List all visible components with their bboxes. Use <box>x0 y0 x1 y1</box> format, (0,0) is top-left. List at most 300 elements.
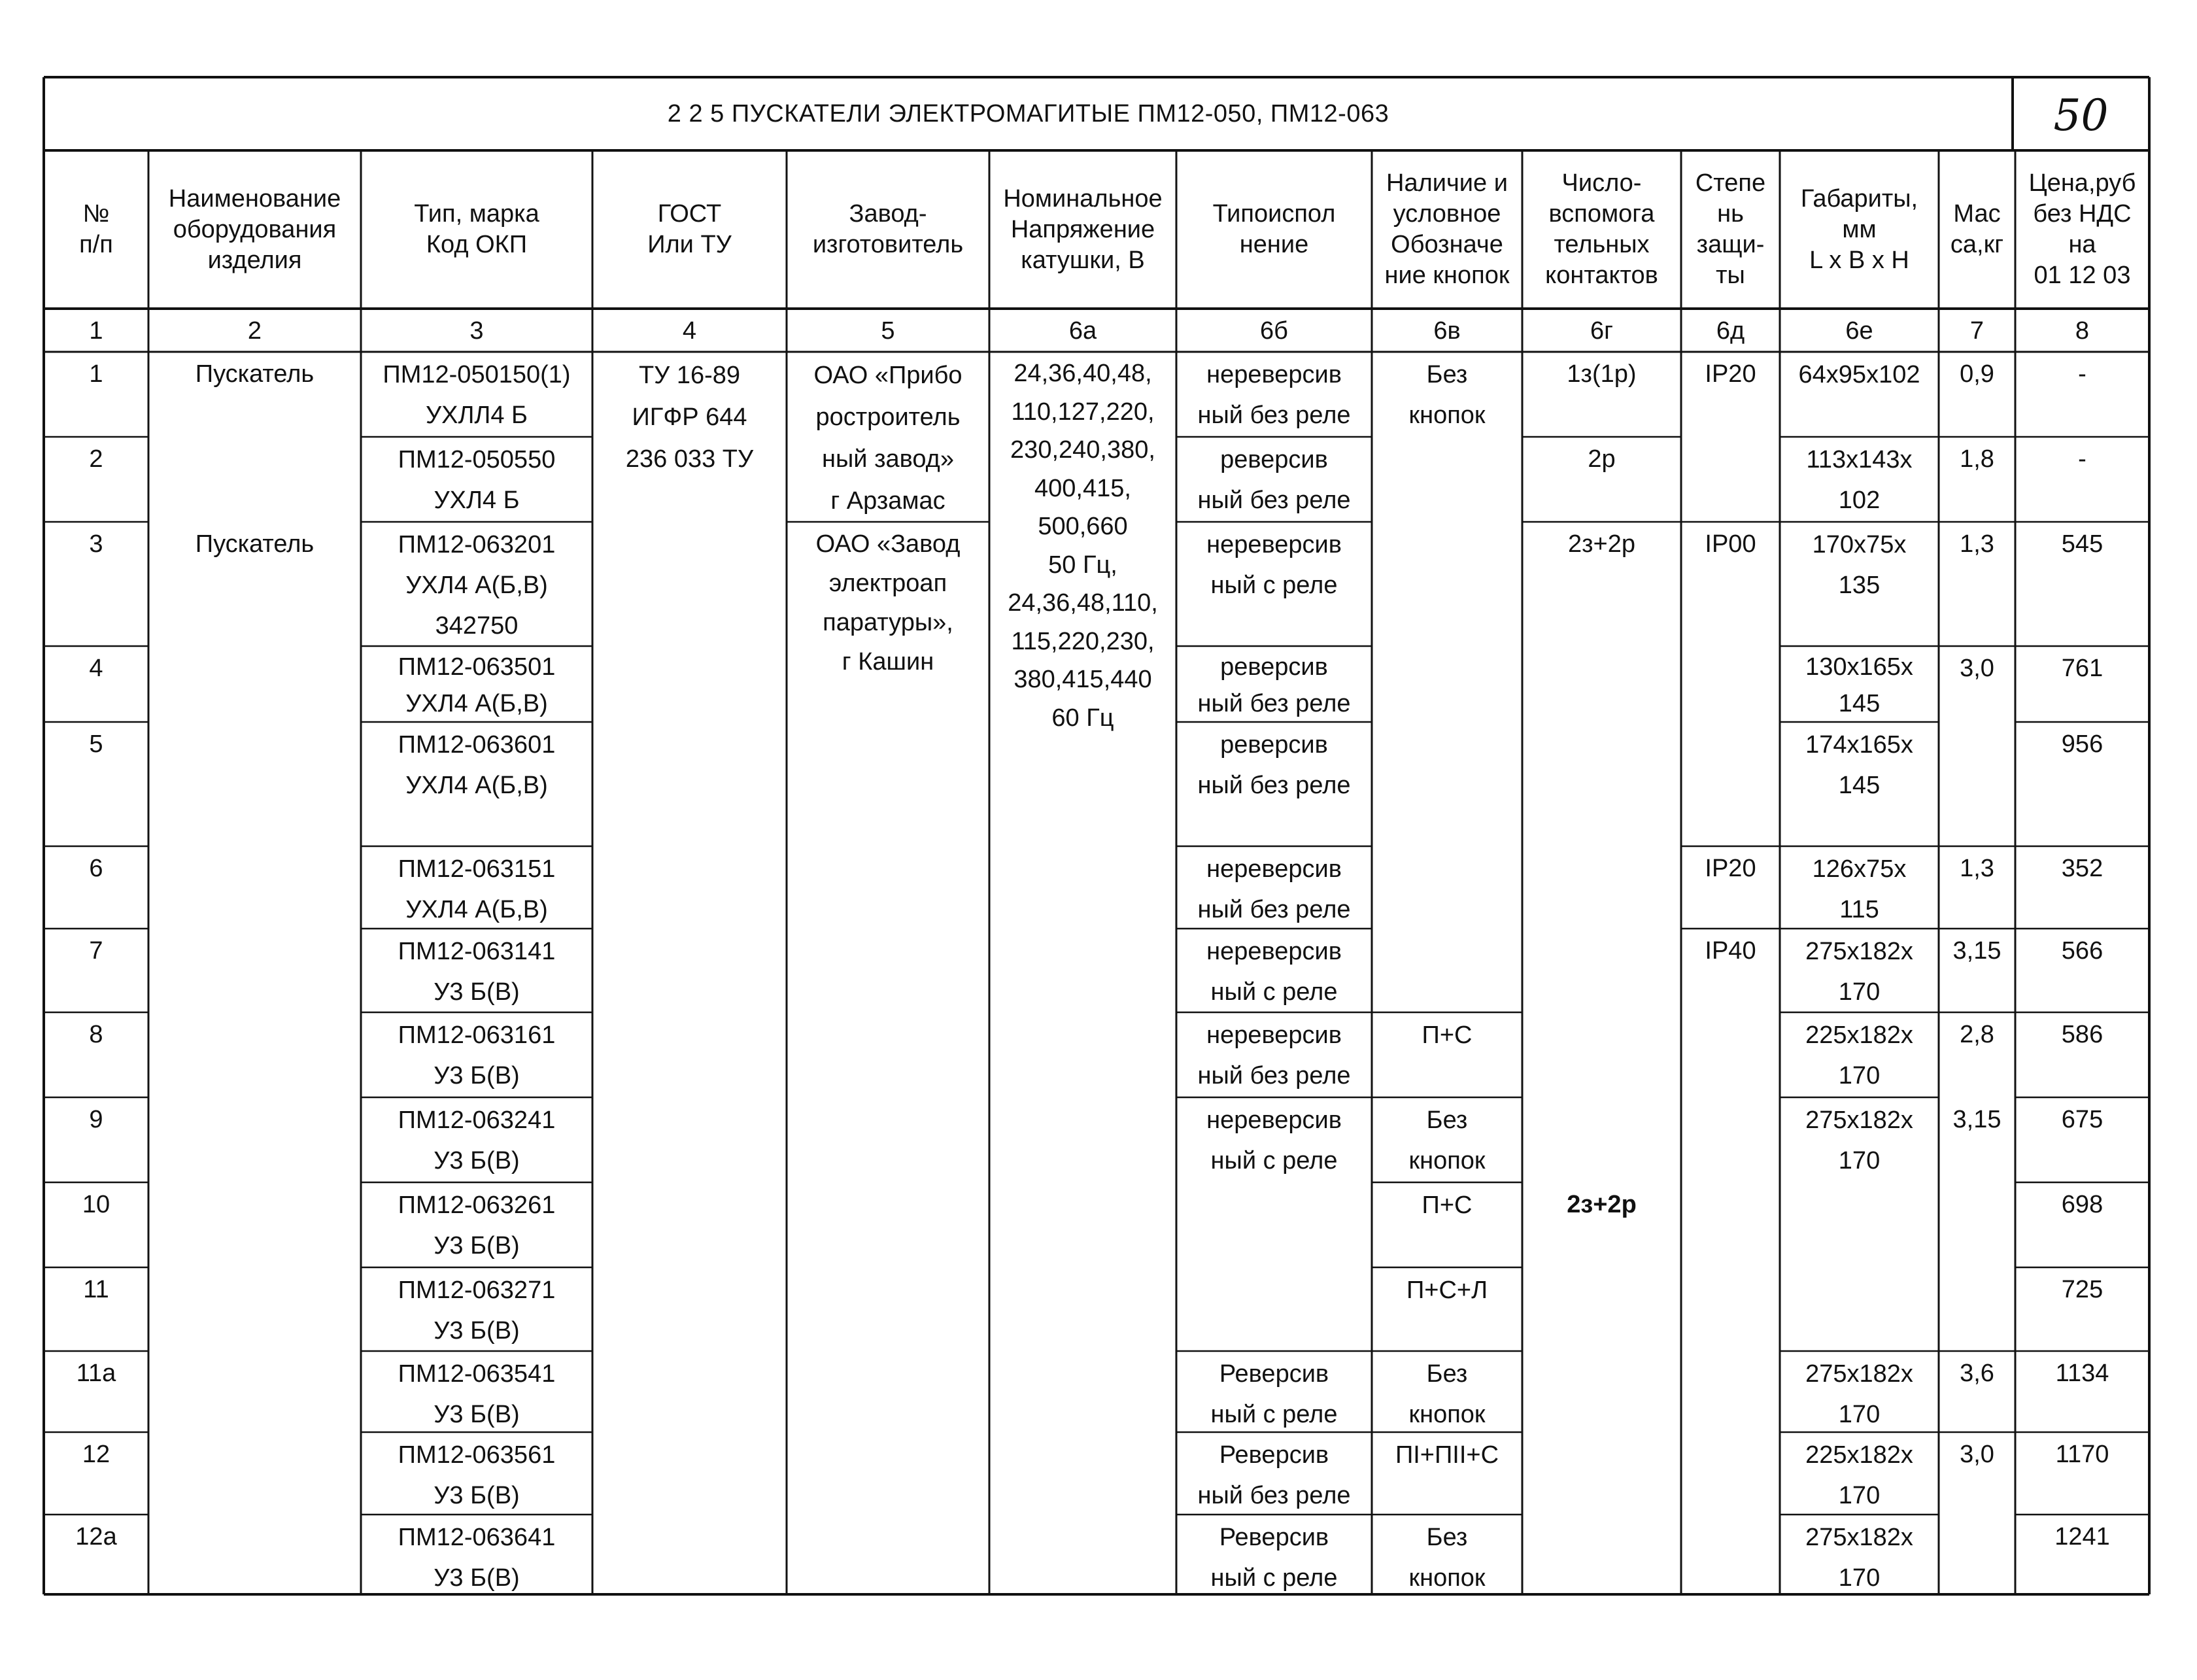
dimensions-line: 275x182x <box>1805 938 1913 965</box>
button-designation-line: кнопок <box>1408 402 1486 429</box>
price-rub <box>2015 354 2149 394</box>
button-designation <box>1372 1354 1522 1435</box>
page-number: 50 <box>2053 90 2109 141</box>
price-rub <box>2015 1100 2149 1139</box>
column-header <box>1681 150 1780 309</box>
type-code-line: У3 Б(В) <box>434 1482 520 1509</box>
dimensions <box>1780 439 1939 521</box>
mass-kg-line: 3,6 <box>1960 1360 1994 1387</box>
column-header-line: тельных <box>1554 231 1650 258</box>
column-number <box>787 310 989 352</box>
type-code-line: У3 Б(В) <box>434 1317 520 1345</box>
column-header-line: 01 12 03 <box>2034 262 2131 289</box>
column-header-line: Степе <box>1695 169 1766 197</box>
execution-type-line: ный с реле <box>1210 1564 1338 1592</box>
button-designation-line: кнопок <box>1408 1147 1486 1174</box>
column-header-line: оборудования <box>173 215 337 243</box>
column-number-line: 4 <box>682 317 697 345</box>
row-number-line: 4 <box>89 655 103 682</box>
column-header-line: Обозначе <box>1391 231 1503 258</box>
manufacturer <box>787 354 989 522</box>
column-header-line: нение <box>1239 231 1309 258</box>
button-designation-line: Без <box>1426 1524 1468 1551</box>
type-code <box>361 1435 592 1516</box>
row-number-line: 12а <box>75 1523 117 1551</box>
mass-kg <box>1939 1435 2015 1474</box>
protection-class <box>1681 524 1780 564</box>
column-number <box>1939 310 2015 352</box>
execution-type-line: ный с реле <box>1210 572 1338 599</box>
column-header <box>148 150 361 309</box>
manufacturer-line: ОАО «Завод <box>815 530 961 558</box>
execution-type <box>1176 439 1372 521</box>
execution-type <box>1176 931 1372 1012</box>
execution-type-line: реверсив <box>1220 731 1328 759</box>
aux-contacts <box>1522 524 1681 564</box>
type-code-line: У3 Б(В) <box>434 978 520 1006</box>
execution-type <box>1176 1100 1372 1181</box>
type-code <box>361 1015 592 1096</box>
column-number-line: 6е <box>1845 317 1873 345</box>
row-number-line: 10 <box>82 1191 111 1218</box>
dimensions-line: 135 <box>1838 572 1881 599</box>
price-rub <box>2015 725 2149 764</box>
column-number-line: 1 <box>89 317 103 345</box>
column-header-line: контактов <box>1545 262 1658 289</box>
equipment-name-line: Пускатель <box>195 530 315 558</box>
gost-spec-line: ИГФР 644 <box>632 403 747 431</box>
dimensions-line: 145 <box>1838 690 1881 717</box>
type-code <box>361 849 592 930</box>
execution-type-line: Реверсив <box>1219 1524 1329 1551</box>
dimensions-line: 126x75x <box>1812 855 1907 883</box>
column-header-line: Цена,руб <box>2028 169 2136 197</box>
execution-type-line: реверсив <box>1220 446 1328 473</box>
column-header-line: Мас <box>1953 200 2001 228</box>
column-number <box>148 310 361 352</box>
row-number <box>44 524 148 564</box>
row-number-line: 11 <box>83 1276 109 1303</box>
column-header <box>592 150 787 309</box>
type-code <box>361 1270 592 1351</box>
type-code-line: ПМ12-063271 <box>398 1277 556 1304</box>
execution-type-line: реверсив <box>1220 653 1328 681</box>
type-code-line: ПМ12-063141 <box>398 938 556 965</box>
price-rub-line: 956 <box>2061 730 2103 758</box>
type-code-line: 342750 <box>435 612 519 640</box>
type-code-line: ПМ12-063541 <box>398 1360 556 1388</box>
type-code-line: ПМ12-063161 <box>398 1021 556 1049</box>
column-header-line: Напряжение <box>1010 215 1155 243</box>
column-header-line: ГОСТ <box>657 200 722 228</box>
row-number <box>44 1354 148 1393</box>
column-number-line: 6в <box>1433 317 1461 345</box>
type-code <box>361 524 592 646</box>
aux-contacts <box>1522 439 1681 479</box>
aux-contacts-line: 2р <box>1588 445 1616 473</box>
table-title: 2 2 5 ПУСКАТЕЛИ ЭЛЕКТРОМАГИТЫЕ ПМ12-050, ПМ12-063 <box>667 100 1389 128</box>
type-code-line: У3 Б(В) <box>434 1147 520 1174</box>
button-designation-line: П+С <box>1422 1191 1473 1219</box>
dimensions <box>1780 354 1939 395</box>
type-code-line: У3 Б(В) <box>434 1401 520 1428</box>
column-header-line: п/п <box>79 231 113 258</box>
mass-kg-line: 0,9 <box>1960 360 1994 388</box>
column-header-line: катушки, В <box>1021 246 1145 274</box>
manufacturer-line: г Арзамас <box>830 487 945 515</box>
type-code-line: ПМ12-050550 <box>398 446 556 473</box>
mass-kg <box>1939 649 2015 688</box>
type-code <box>361 725 592 806</box>
execution-type <box>1176 649 1372 722</box>
protection-class <box>1681 354 1780 394</box>
price-rub <box>2015 1185 2149 1224</box>
price-rub <box>2015 1015 2149 1054</box>
type-code-line: ПМ12-063561 <box>398 1441 556 1469</box>
button-designation-line: ПI+ПII+С <box>1395 1441 1499 1469</box>
row-number-line: 9 <box>89 1106 103 1133</box>
row-number-line: 11а <box>76 1360 116 1387</box>
type-code-line: ПМ12-063241 <box>398 1106 556 1134</box>
aux-contacts-line: 2з+2р <box>1567 1191 1637 1218</box>
column-header-line: Типоиспол <box>1212 200 1336 228</box>
dimensions-line: 102 <box>1838 487 1881 514</box>
button-designation <box>1372 1015 1522 1055</box>
dimensions <box>1780 931 1939 1012</box>
manufacturer-line: паратуры», <box>823 609 953 636</box>
column-header <box>1522 150 1681 309</box>
protection-class-line: IP00 <box>1705 530 1756 558</box>
manufacturer-line: ОАО «Прибо <box>813 362 962 389</box>
row-number-line: 7 <box>89 937 103 965</box>
type-code-line: УХЛЛ4 Б <box>426 402 528 429</box>
price-rub-line: 352 <box>2061 855 2103 882</box>
gost-spec-line: ТУ 16-89 <box>638 362 741 389</box>
button-designation-line: Без <box>1426 1106 1468 1134</box>
price-rub <box>2015 439 2149 479</box>
price-rub <box>2015 1354 2149 1393</box>
mass-kg-line: 2,8 <box>1960 1021 1994 1048</box>
column-number-line: 7 <box>1969 317 1984 345</box>
column-header <box>989 150 1176 309</box>
row-number <box>44 1517 148 1556</box>
row-number <box>44 1100 148 1139</box>
column-header <box>787 150 989 309</box>
price-rub <box>2015 649 2149 688</box>
column-number <box>2015 310 2149 352</box>
column-header-line: Габариты, <box>1800 184 1918 213</box>
column-header-line: без НДС <box>2033 200 2132 228</box>
price-rub-line: 566 <box>2061 937 2103 965</box>
type-code <box>361 931 592 1012</box>
row-number <box>44 1015 148 1054</box>
aux-contacts-line: 1з(1р) <box>1567 360 1637 388</box>
row-number <box>44 931 148 970</box>
type-code <box>361 439 592 521</box>
column-number <box>1372 310 1522 352</box>
type-code <box>361 1185 592 1266</box>
type-code <box>361 1354 592 1435</box>
row-number <box>44 354 148 394</box>
column-header-line: изготовитель <box>812 231 964 258</box>
column-header-line: нь <box>1717 200 1744 228</box>
coil-voltage-line: 380,415,440 <box>1013 666 1152 693</box>
mass-kg <box>1939 849 2015 888</box>
type-code-line: УХЛ4 А(Б,В) <box>405 690 548 717</box>
type-code-line: УХЛ4 А(Б,В) <box>405 896 548 923</box>
dimensions-line: 115 <box>1839 896 1879 923</box>
button-designation <box>1372 1517 1522 1598</box>
price-rub-line: 1170 <box>2055 1441 2109 1468</box>
mass-kg <box>1939 931 2015 970</box>
row-number-line: 1 <box>89 360 103 388</box>
manufacturer-line: г Кашин <box>842 648 934 676</box>
column-header-line: Завод- <box>849 200 927 228</box>
column-number <box>592 310 787 352</box>
column-header-line: защи- <box>1696 231 1765 258</box>
mass-kg-line: 3,15 <box>1952 937 2001 965</box>
column-number <box>1522 310 1681 352</box>
dimensions-line: 275x182x <box>1805 1360 1913 1388</box>
type-code-line: У3 Б(В) <box>434 1232 520 1260</box>
type-code-line: ПМ12-050150(1) <box>383 361 571 388</box>
execution-type-line: ный без реле <box>1197 690 1351 717</box>
type-code-line: ПМ12-063501 <box>398 653 556 681</box>
type-code-line: ПМ12-063601 <box>398 731 556 759</box>
column-header-line: условное <box>1393 200 1501 228</box>
mass-kg-line: 1,8 <box>1960 445 1994 473</box>
row-number <box>44 1435 148 1474</box>
column-header-line: изделия <box>207 246 302 274</box>
execution-type-line: Реверсив <box>1219 1360 1329 1388</box>
column-number <box>1176 310 1372 352</box>
price-rub <box>2015 1517 2149 1556</box>
column-header-line: на <box>2068 231 2096 258</box>
column-number <box>989 310 1176 352</box>
column-number-line: 5 <box>881 317 895 345</box>
column-header <box>361 150 592 309</box>
dimensions <box>1780 649 1939 722</box>
row-number <box>44 439 148 479</box>
column-header-line: мм <box>1842 215 1877 243</box>
mass-kg-line: 1,3 <box>1960 530 1994 558</box>
dimensions-line: 170 <box>1838 978 1881 1006</box>
type-code <box>361 1100 592 1181</box>
execution-type-line: ный без реле <box>1197 896 1351 923</box>
execution-type <box>1176 524 1372 606</box>
aux-contacts <box>1522 1185 1681 1224</box>
button-designation-line: кнопок <box>1408 1564 1486 1592</box>
execution-type <box>1176 725 1372 806</box>
equipment-name-line: Пускатель <box>195 360 315 388</box>
column-header-line: ты <box>1716 262 1745 289</box>
mass-kg-line: 3,0 <box>1960 655 1994 682</box>
button-designation-line: Без <box>1426 361 1468 388</box>
mass-kg <box>1939 1015 2015 1054</box>
dimensions-line: 145 <box>1838 772 1881 799</box>
dimensions <box>1780 1015 1939 1096</box>
column-number-line: 6д <box>1716 317 1745 345</box>
execution-type-line: нереверсив <box>1206 855 1342 883</box>
execution-type-line: ный с реле <box>1210 1401 1338 1428</box>
mass-kg <box>1939 524 2015 564</box>
coil-voltage <box>989 354 1176 737</box>
column-header <box>1939 150 2015 309</box>
mass-kg <box>1939 1354 2015 1393</box>
type-code-line: УХЛ4 Б <box>434 487 520 514</box>
button-designation-line: П+С <box>1422 1021 1473 1049</box>
coil-voltage-line: 60 Гц <box>1051 704 1114 732</box>
execution-type-line: ный с реле <box>1210 978 1338 1006</box>
column-header-line: Номинальное <box>1003 184 1163 213</box>
column-header-line: Код ОКП <box>426 231 528 258</box>
column-header-line: Или ТУ <box>647 231 732 258</box>
column-number-line: 6а <box>1068 317 1097 345</box>
execution-type-line: нереверсив <box>1206 1106 1342 1134</box>
dimensions-line: 170 <box>1838 1147 1881 1174</box>
button-designation <box>1372 1435 1522 1475</box>
execution-type-line: ный без реле <box>1197 772 1351 799</box>
aux-contacts <box>1522 354 1681 394</box>
execution-type-line: нереверсив <box>1206 361 1342 388</box>
dimensions <box>1780 524 1939 606</box>
column-header-line: Число- <box>1561 169 1642 197</box>
dimensions-line: 225x182x <box>1805 1441 1913 1469</box>
equipment-name <box>148 354 361 394</box>
dimensions-line: 275x182x <box>1805 1106 1913 1134</box>
column-header-line: Наименование <box>168 184 341 213</box>
execution-type <box>1176 1015 1372 1096</box>
execution-type-line: ный без реле <box>1197 1062 1351 1089</box>
dimensions-line: 170 <box>1838 1482 1881 1509</box>
execution-type-line: нереверсив <box>1206 1021 1342 1049</box>
coil-voltage-line: 110,127,220, <box>1011 398 1155 426</box>
manufacturer-line: ный завод» <box>821 445 954 473</box>
row-number-line: 8 <box>89 1021 103 1048</box>
dimensions-line: 170 <box>1838 1564 1881 1592</box>
type-code-line: ПМ12-063201 <box>398 531 556 558</box>
execution-type <box>1176 1354 1372 1435</box>
row-number <box>44 649 148 688</box>
protection-class <box>1681 849 1780 888</box>
equipment-name <box>148 524 361 564</box>
manufacturer <box>787 524 989 681</box>
coil-voltage-line: 50 Гц, <box>1048 551 1117 579</box>
price-rub <box>2015 1435 2149 1474</box>
price-rub-line: 675 <box>2061 1106 2103 1133</box>
execution-type-line: ный без реле <box>1197 402 1351 429</box>
coil-voltage-line: 230,240,380, <box>1010 436 1155 464</box>
dimensions-line: 64x95x102 <box>1798 361 1920 388</box>
execution-type-line: ный без реле <box>1197 487 1351 514</box>
type-code-line: УХЛ4 А(Б,В) <box>405 572 548 599</box>
protection-class-line: IP40 <box>1705 937 1756 965</box>
execution-type <box>1176 849 1372 930</box>
type-code-line: У3 Б(В) <box>434 1062 520 1089</box>
dimensions <box>1780 1354 1939 1435</box>
aux-contacts-line: 2з+2р <box>1567 530 1635 558</box>
button-designation <box>1372 1185 1522 1226</box>
price-rub-line: - <box>2078 445 2086 473</box>
type-code-line: У3 Б(В) <box>434 1564 520 1592</box>
price-rub <box>2015 524 2149 564</box>
price-rub <box>2015 1270 2149 1309</box>
coil-voltage-line: 115,220,230, <box>1011 627 1155 655</box>
coil-voltage-line: 24,36,48,110, <box>1008 589 1158 617</box>
column-number <box>44 310 148 352</box>
row-number-line: 2 <box>89 445 103 473</box>
price-rub-line: 545 <box>2061 530 2103 558</box>
execution-type-line: ный с реле <box>1210 1147 1338 1174</box>
column-header-line: Наличие и <box>1386 169 1508 197</box>
dimensions <box>1780 1100 1939 1181</box>
row-number-line: 3 <box>89 530 103 558</box>
column-header-line: L x B x H <box>1809 246 1909 274</box>
dimensions-line: 113x143x <box>1806 446 1913 473</box>
column-number <box>1780 310 1939 352</box>
column-number-line: 2 <box>247 317 262 345</box>
protection-class <box>1681 931 1780 970</box>
gost-spec-line: 236 033 ТУ <box>625 445 754 473</box>
price-rub-line: 586 <box>2061 1021 2103 1048</box>
price-rub-line: 1241 <box>2054 1523 2110 1551</box>
button-designation <box>1372 354 1522 436</box>
dimensions <box>1780 1517 1939 1598</box>
execution-type <box>1176 1435 1372 1516</box>
dimensions-line: 225x182x <box>1805 1021 1913 1049</box>
execution-type-line: нереверсив <box>1206 531 1342 558</box>
price-rub-line: 698 <box>2061 1191 2103 1218</box>
column-header-line: ние кнопок <box>1384 262 1510 289</box>
column-header-line: Тип, марка <box>414 200 539 228</box>
dimensions-line: 130x165x <box>1805 653 1913 681</box>
column-number-line: 3 <box>469 317 484 345</box>
column-header <box>1176 150 1372 309</box>
type-code <box>361 649 592 722</box>
dimensions-line: 170 <box>1838 1062 1881 1089</box>
execution-type-line: Реверсив <box>1219 1441 1329 1469</box>
protection-class-line: IP20 <box>1705 360 1756 388</box>
type-code <box>361 1517 592 1598</box>
column-header <box>1780 150 1939 309</box>
mass-kg-line: 3,0 <box>1960 1441 1994 1468</box>
coil-voltage-line: 24,36,40,48, <box>1013 360 1152 387</box>
mass-kg-line: 3,15 <box>1952 1106 2001 1133</box>
execution-type <box>1176 354 1372 436</box>
column-number <box>361 310 592 352</box>
price-rub <box>2015 849 2149 888</box>
column-header-line: № <box>82 200 110 228</box>
dimensions <box>1780 849 1939 930</box>
price-rub <box>2015 931 2149 970</box>
column-number-line: 6г <box>1590 317 1613 345</box>
manufacturer-line: электроап <box>828 570 947 597</box>
row-number-line: 6 <box>89 855 103 882</box>
coil-voltage-line: 400,415, <box>1034 474 1131 502</box>
dimensions-line: 170x75x <box>1812 531 1907 558</box>
type-code-line: ПМ12-063151 <box>398 855 556 883</box>
coil-voltage-line: 500,660 <box>1038 513 1128 540</box>
execution-type-line: нереверсив <box>1206 938 1342 965</box>
manufacturer-line: ростроитель <box>815 403 961 431</box>
gost-spec <box>592 354 787 480</box>
dimensions-line: 275x182x <box>1805 1524 1913 1551</box>
row-number <box>44 1185 148 1224</box>
type-code-line: ПМ12-063641 <box>398 1524 556 1551</box>
execution-type <box>1176 1517 1372 1598</box>
column-header <box>1372 150 1522 309</box>
row-number <box>44 725 148 764</box>
